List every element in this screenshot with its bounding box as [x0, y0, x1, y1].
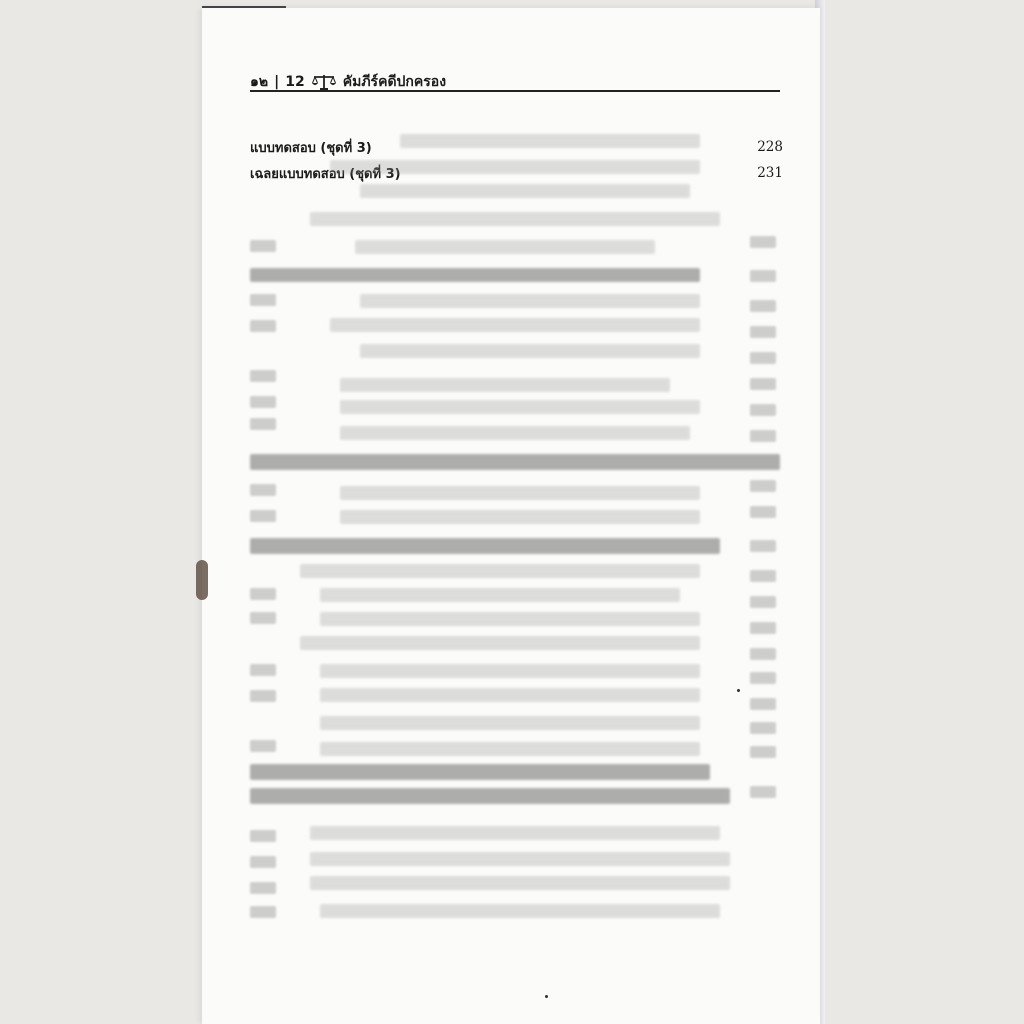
page-number-arabic: 12: [285, 74, 305, 90]
toc-entry-title: แบบทดสอบ (ชุดที่ 3): [250, 140, 372, 156]
header-separator: |: [274, 74, 280, 90]
running-header: [250, 72, 780, 92]
scales-of-justice-icon: [311, 73, 337, 91]
toc-entry-page: 228: [757, 139, 783, 155]
toc-entry-page: 231: [757, 165, 783, 181]
top-page-rule: [202, 6, 286, 8]
book-title: คัมภีร์คดีปกครอง: [342, 74, 447, 90]
speck: [545, 995, 548, 998]
page-number-thai: ๑๒: [250, 74, 269, 90]
toc-entry-title: เฉลยแบบทดสอบ (ชุดที่ 3): [250, 166, 401, 182]
header-rule: [250, 90, 780, 92]
binding-shadow: [196, 560, 208, 600]
speck: [737, 689, 740, 692]
